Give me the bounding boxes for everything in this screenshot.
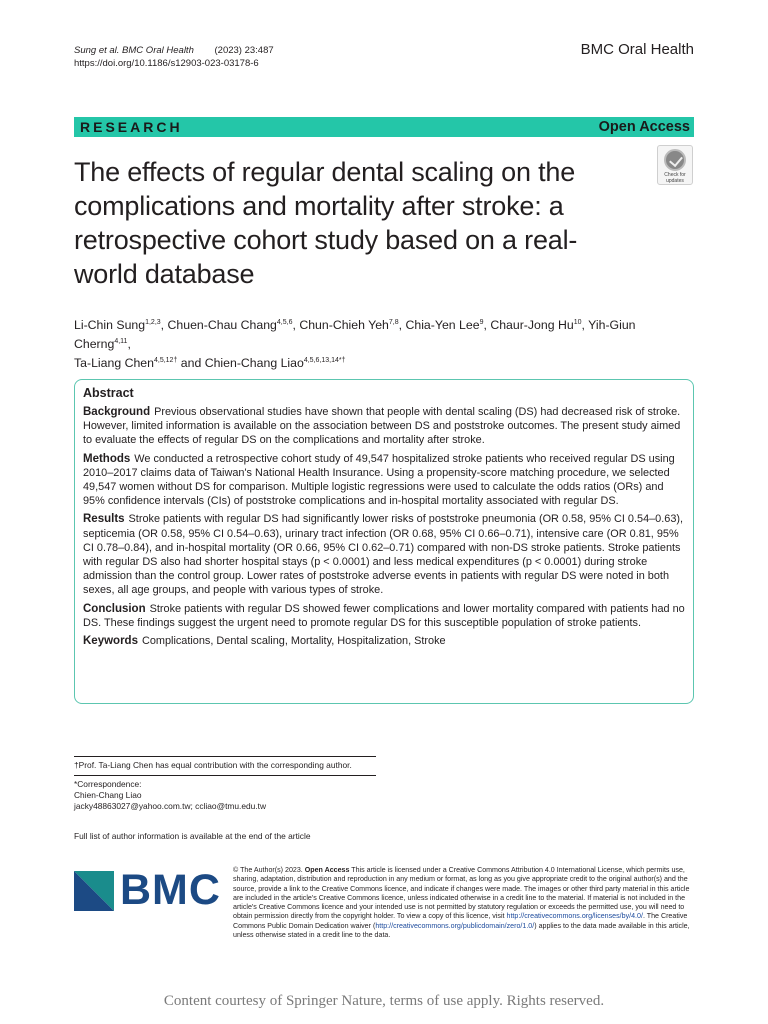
check-for-updates-button[interactable]	[657, 145, 693, 185]
section-label: Background	[83, 406, 151, 418]
section-label: Keywords	[83, 635, 138, 648]
footnotes	[74, 756, 376, 812]
citation-year: (2023) 23:487	[214, 45, 274, 56]
license-link[interactable]: http://creativecommons.org/licenses/by/4.0/	[506, 912, 643, 921]
abstract-background	[83, 405, 685, 448]
author-name: Chia-Yen Lee	[405, 318, 480, 332]
author-info-note: Full list of author information is available at the end of the article	[74, 831, 311, 841]
author-affiliation: 10	[573, 318, 582, 326]
license-body-2: . The Creative Commons Public Domain Dedication waiver (	[233, 912, 688, 930]
author-affiliation: 4,5,12†	[153, 356, 178, 364]
abstract-keywords	[83, 634, 685, 648]
abstract-conclusion	[83, 602, 685, 630]
section-text: We conducted a retrospective cohort study of 49,547 hospitalized stroke patients who received regular DS using 2010–2017 claims data of Taiwan's National Health Insurance. Using a propensity-score matching procedure, we selected 49,547 women without DS for comparison. Multiple logistic regressions were used to calculate the odds ratios (ORs) and 95% confidence intervals (CIs) of poststroke complications and in-hospital mortality associated with regular DS.	[83, 452, 675, 508]
correspondence-label: *Correspondence:	[74, 779, 142, 789]
license-body-3: ) applies to the data made available in this article, unless otherwise stated in a credit line to the data.	[233, 921, 690, 940]
citation-authors: Sung et al. BMC Oral Health	[74, 45, 194, 56]
bmc-logo	[74, 866, 221, 915]
author-affiliation: 4,5,6,13,14*†	[303, 356, 346, 364]
open-access-label: Open Access	[598, 119, 690, 135]
author-name: Chien-Chang Liao	[204, 356, 304, 370]
bmc-logo-mark-icon	[74, 871, 114, 911]
courtesy-watermark: Content courtesy of Springer Nature, terms of use apply. Rights reserved.	[163, 993, 605, 1009]
section-label: Methods	[83, 452, 131, 465]
doi-link[interactable]: https://doi.org/10.1186/s12903-023-03178-6	[74, 58, 259, 69]
author-affiliation: 9	[479, 318, 484, 326]
section-text: Stroke patients with regular DS showed fewer complications and lower mortality compared with patients had no DS. These findings suggest the urgent need to promote regular DS for this susceptible population of stroke patients.	[83, 602, 685, 629]
license-copyright: © The Author(s) 2023.	[233, 866, 303, 874]
abstract-methods	[83, 452, 685, 509]
section-label: Results	[83, 513, 125, 526]
author-name: Chun-Chieh Yeh	[299, 318, 389, 332]
citation-header	[74, 44, 274, 70]
equal-contribution-note: †Prof. Ta-Liang Chen has equal contribution with the corresponding author.	[74, 760, 352, 770]
author-name: Chuen-Chau Chang	[167, 318, 277, 332]
bmc-logo-text: BMC	[120, 866, 221, 914]
author-name: Ta-Liang Chen	[74, 356, 154, 370]
section-text: Previous observational studies have shown that people with dental scaling (DS) had decreased risk of stroke. However, limited information is available on the association between DS and poststroke outcomes. The present study aimed to evaluate the effects of regular DS on the complications and mortality after stroke.	[83, 406, 681, 447]
section-text: Stroke patients with regular DS had significantly lower risks of poststroke pneumonia (OR 0.58, 95% CI 0.54–0.63), septicemia (OR 0.58, 95% CI 0.54–0.63), urinary tract infection (OR 0.68, 95% CI 0.66–0.71), intensive care (OR 0.81, 95% CI 0.78–0.84), and in-hospital mortality (OR 0.66, 95% CI 0.62–0.71) compared with non-DS stroke patients. Stroke patients with regular DS also had shorter hospital stays (p < 0.0001) and less medical expenditures (p < 0.0001) during stroke admission than the control group. Lower rates of poststroke adverse events in patients with regular DS were noted in both sexes, all age groups, and people with various types of stroke.	[83, 513, 684, 597]
article-type-banner	[74, 117, 694, 137]
abstract-results	[83, 512, 685, 597]
check-for-updates-label: Check for updates	[664, 172, 686, 184]
author-affiliation: 1,2,3	[145, 318, 161, 326]
correspondence-email[interactable]: jacky48863027@yahoo.com.tw; ccliao@tmu.edu.tw	[74, 801, 267, 811]
license-statement	[233, 866, 695, 940]
author-list: Li-Chin Sung$^{1,2,3}$, Chuen-Chau Chang$^{4,5,6}$, Chun-Chieh Yeh$^{7,8}$, Chia-Yen Lee$^9$, Chaur-Jong Hu$^{10}$, Yih-Giun Cherng$^{4,11}$, Ta-Liang Chen$^{4,5,12\dagger}$ and Chien-Chang Liao$^{4,5,6,13,14*\dagger}$	[74, 318, 636, 370]
author-affiliation: 4,11	[114, 337, 128, 345]
footnote-divider	[74, 775, 376, 776]
abstract-heading: Abstract	[83, 386, 134, 400]
check-for-updates-icon	[664, 149, 686, 171]
license-body: This article is licensed under a Creative Commons Attribution 4.0 International License, which permits use, sharing, adaptation, distribution and reproduction in any medium or format, as long as you give appropriate credit to the original author(s) and the source, provide a link to the Creative Commons licence, and indicate if changes were made. The images or other third party material in this article are included in the article's Creative Commons licence, unless indicated otherwise in a credit line to the material. If material is not included in the article's Creative Commons licence and your intended use is not permitted by statutory regulation or exceeds the permitted use, you will need to obtain permission directly from the copyright holder. To view a copy of this licence, visit	[233, 866, 690, 921]
section-text: Complications, Dental scaling, Mortality, Hospitalization, Stroke	[141, 635, 446, 648]
article-title: The effects of regular dental scaling on the complications and mortality after stroke: a retrospective cohort study based on a real-world database	[74, 157, 578, 289]
author-name: Yih-Giun Cherng	[74, 318, 636, 351]
footnote-divider	[74, 756, 376, 757]
article-type-label: RESEARCH	[80, 119, 183, 135]
abstract-box	[74, 379, 694, 704]
correspondence-name: Chien-Chang Liao	[74, 790, 142, 800]
author-affiliation: 4,5,6	[276, 318, 293, 326]
journal-name: BMC Oral Health	[580, 41, 694, 58]
section-label: Conclusion	[83, 602, 146, 615]
author-affiliation: 7,8	[388, 318, 399, 326]
public-domain-link[interactable]: http://creativecommons.org/publicdomain/zero/1.0/	[375, 921, 535, 930]
author-name: Li-Chin Sung	[74, 318, 146, 332]
license-open-access: Open Access	[304, 866, 350, 874]
author-name: Chaur-Jong Hu	[490, 318, 574, 332]
